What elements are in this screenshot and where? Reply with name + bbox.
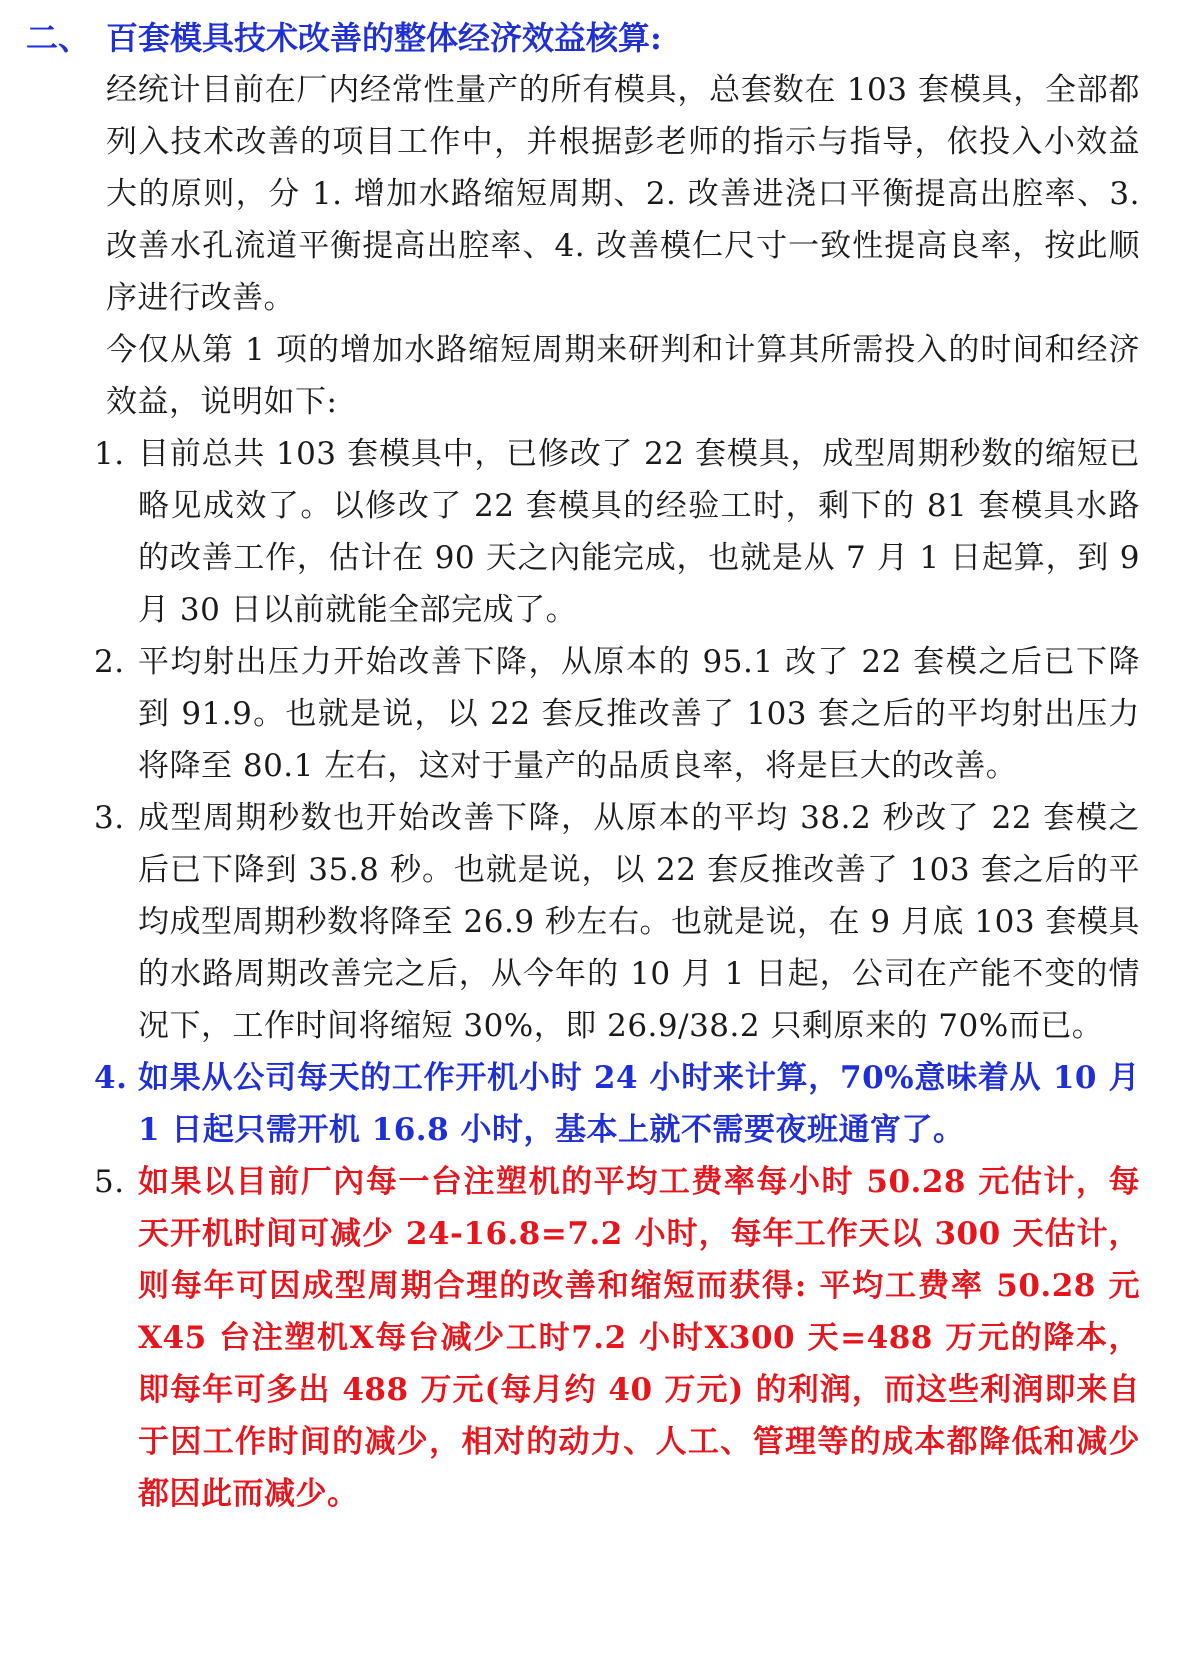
section-number: 二、 — [26, 19, 91, 57]
findings-list — [94, 428, 1140, 1520]
list-item-marker: 3. — [94, 800, 125, 836]
list-item-marker: 2. — [94, 644, 125, 680]
list-item-marker: 5. — [94, 1164, 125, 1200]
intro-paragraph: 经统计目前在厂内经常性量产的所有模具，总套数在 103 套模具，全部都列入技术改善的项目工作中，并根据彭老师的指示与指导，依投入小效益大的原则，分 1. 增加水路缩短周期、2. 改善进浇口平衡提高出腔率、3. 改善水孔流道平衡提高出腔率、4. 改善模仁尺寸一致性提高良率，按此顺序进行改善。 — [106, 72, 1140, 316]
focus-paragraph: 今仅从第 1 项的增加水路缩短周期来研判和计算其所需投入的时间和经济效益，说明如下: — [106, 332, 1140, 420]
list-item-marker: 1. — [94, 436, 125, 472]
list-item-3 — [94, 792, 1140, 1052]
list-item-2 — [94, 636, 1140, 792]
list-item-marker: 4. — [94, 1060, 128, 1096]
list-item-text: 成型周期秒数也开始改善下降，从原本的平均 38.2 秒改了 22 套模之后已下降到 35.8 秒。也就是说，以 22 套反推改善了 103 套之后的平均成型周期秒数将降至 26.9 秒左右。也就是说，在 9 月底 103 套模具的水路周期改善完之后，从今年的 10 月 1 日起，公司在产能不变的情况下，工作时间将缩短 30%，即 26.9/38.2 只剩原来的 70%而已。 — [138, 800, 1140, 1044]
list-item-4-highlight-blue — [94, 1052, 1140, 1156]
list-item-text: 目前总共 103 套模具中，已修改了 22 套模具，成型周期秒数的缩短已略见成效了。以修改了 22 套模具的经验工时，剩下的 81 套模具水路的改善工作，估计在 90 天之內能完成，也就是从 7 月 1 日起算，到 9 月 30 日以前就能全部完成了。 — [138, 436, 1140, 628]
section-heading — [26, 12, 1140, 64]
section-title: 百套模具技术改善的整体经济效益核算: — [106, 19, 662, 57]
list-item-text: 如果从公司每天的工作开机小时 24 小时来计算，70%意味着从 10 月 1 日起只需开机 16.8 小时，基本上就不需要夜班通宵了。 — [138, 1060, 1140, 1148]
list-item-text: 平均射出压力开始改善下降，从原本的 95.1 改了 22 套模之后已下降到 91.9。也就是说，以 22 套反推改善了 103 套之后的平均射出压力将降至 80.1 左右，这对于量产的品质良率，将是巨大的改善。 — [138, 644, 1140, 784]
list-item-1 — [94, 428, 1140, 636]
list-item-5-highlight-red — [94, 1156, 1140, 1520]
list-item-text: 如果以目前厂內每一台注塑机的平均工费率每小时 50.28 元估计，每天开机时间可减少 24-16.8=7.2 小时，每年工作天以 300 天估计，则每年可因成型周期合理的改善和缩短而获得: 平均工费率 50.28 元X45 台注塑机X每台减少工时7.2 小时X300 天=488 万元的降本，即每年可多出 488 万元(每月约 40 万元) 的利润，而这些利润即来自于因工作时间的减少，相对的动力、人工、管理等的成本都降低和减少都因此而减少。 — [138, 1164, 1140, 1512]
